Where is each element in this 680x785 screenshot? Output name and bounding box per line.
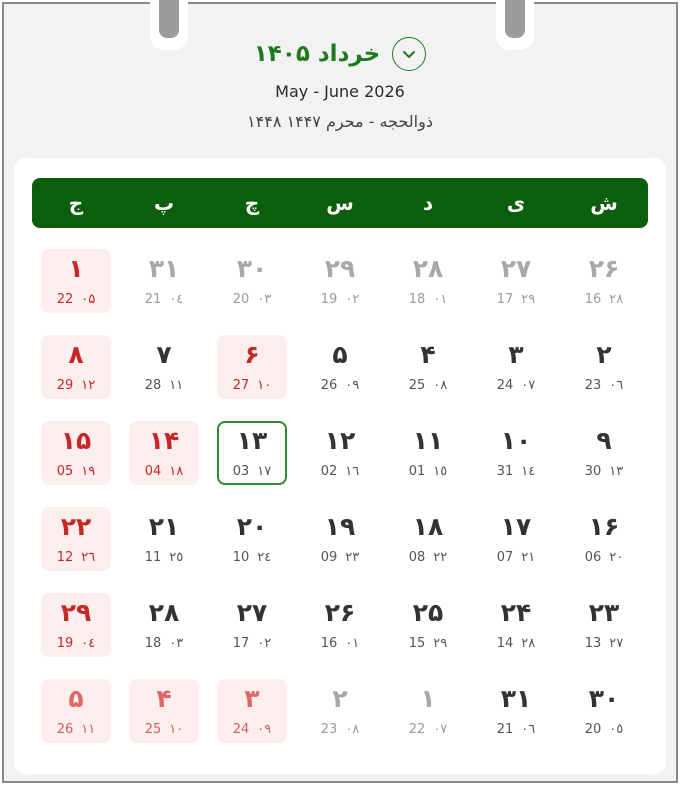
secondary-dates <box>560 550 648 565</box>
hijri-day: ۱۰ <box>257 378 272 393</box>
gregorian-day: 27 <box>232 378 250 393</box>
gregorian-day: 08 <box>408 550 426 565</box>
secondary-dates <box>32 464 120 479</box>
jalali-day-number: ۴ <box>156 684 172 713</box>
hijri-day: ۲۷ <box>609 636 624 651</box>
hijri-day: ۰۵ <box>81 292 96 307</box>
jalali-day-number: ۲۷ <box>500 254 532 283</box>
secondary-dates <box>472 292 560 307</box>
jalali-day-number: ۱۴ <box>148 426 180 455</box>
jalali-day-number: ۲۱ <box>148 512 180 541</box>
day-cell[interactable] <box>384 330 472 416</box>
week-row <box>32 244 648 330</box>
hijri-day: ۰۲ <box>257 636 272 651</box>
jalali-day-number: ۳۱ <box>500 684 532 713</box>
jalali-day-number: ۲ <box>332 684 348 713</box>
weekday-header <box>32 178 648 228</box>
hijri-day: ۰۹ <box>345 378 360 393</box>
day-cell-holiday[interactable] <box>32 502 120 588</box>
hijri-day: ۲۱ <box>521 550 536 565</box>
gregorian-day: 12 <box>56 550 74 565</box>
day-cell-today[interactable] <box>208 416 296 502</box>
hijri-day: ۰۱ <box>433 292 448 307</box>
hijri-day: ۰۱ <box>345 636 360 651</box>
secondary-dates <box>208 722 296 737</box>
month-picker-toggle[interactable] <box>392 37 426 71</box>
hijri-day: ۲٤ <box>257 550 272 565</box>
weekday-label: س <box>326 191 354 215</box>
secondary-dates <box>384 636 472 651</box>
jalali-day-number: ۴ <box>420 340 436 369</box>
hijri-day: ۱۸ <box>169 464 184 479</box>
secondary-dates <box>560 722 648 737</box>
jalali-day-number: ۳ <box>244 684 260 713</box>
day-cell[interactable] <box>120 588 208 674</box>
hijri-day: ۱۹ <box>81 464 96 479</box>
gregorian-day: 04 <box>144 464 162 479</box>
secondary-dates <box>120 464 208 479</box>
week-row <box>32 588 648 674</box>
jalali-day-number: ۳۱ <box>148 254 180 283</box>
hijri-day: ۰۳ <box>257 292 272 307</box>
hijri-day: ۱۳ <box>609 464 624 479</box>
day-cell[interactable] <box>560 416 648 502</box>
hijri-day: ۲۳ <box>345 550 360 565</box>
secondary-dates <box>32 722 120 737</box>
gregorian-day: 16 <box>584 292 602 307</box>
day-cell[interactable] <box>296 588 384 674</box>
gregorian-day: 22 <box>408 722 426 737</box>
day-grid <box>32 244 648 760</box>
jalali-day-number: ۲۲ <box>60 512 92 541</box>
gregorian-day: 01 <box>408 464 426 479</box>
gregorian-day: 23 <box>584 378 602 393</box>
hijri-day: ۰٦ <box>521 722 536 737</box>
secondary-dates <box>208 378 296 393</box>
day-cell[interactable] <box>384 416 472 502</box>
jalali-day-number: ۱۸ <box>412 512 444 541</box>
hijri-day: ۰۷ <box>433 722 448 737</box>
secondary-dates <box>120 722 208 737</box>
hijri-day: ۰۳ <box>169 636 184 651</box>
day-cell[interactable] <box>296 330 384 416</box>
hijri-day: ۲۸ <box>609 292 624 307</box>
gregorian-day: 16 <box>320 636 338 651</box>
weekday-label: ج <box>68 191 84 215</box>
secondary-dates <box>384 722 472 737</box>
day-cell[interactable] <box>208 588 296 674</box>
jalali-day-number: ۲۰ <box>236 512 268 541</box>
day-cell[interactable] <box>472 244 560 330</box>
weekday-label: پ <box>153 191 175 215</box>
day-cell[interactable] <box>472 416 560 502</box>
gregorian-day: 21 <box>144 292 162 307</box>
day-cell[interactable] <box>472 330 560 416</box>
hijri-day: ۱۷ <box>257 464 272 479</box>
jalali-day-number: ۱۷ <box>500 512 532 541</box>
day-cell-holiday[interactable] <box>208 330 296 416</box>
day-cell[interactable] <box>560 502 648 588</box>
gregorian-day: 30 <box>584 464 602 479</box>
jalali-day-number: ۳ <box>508 340 524 369</box>
hijri-range: ذوالحجه - محرم ۱۴۴۷ ۱۴۴۸ <box>247 112 433 131</box>
day-cell[interactable] <box>296 244 384 330</box>
week-row <box>32 330 648 416</box>
day-cell[interactable] <box>472 502 560 588</box>
day-cell-holiday[interactable] <box>120 674 208 760</box>
gregorian-day: 31 <box>496 464 514 479</box>
day-cell-holiday[interactable] <box>32 674 120 760</box>
gregorian-day: 17 <box>232 636 250 651</box>
jalali-day-number: ۲۸ <box>412 254 444 283</box>
secondary-dates <box>296 464 384 479</box>
day-cell[interactable] <box>120 244 208 330</box>
secondary-dates <box>296 722 384 737</box>
gregorian-day: 05 <box>56 464 74 479</box>
jalali-day-number: ۲۹ <box>324 254 356 283</box>
hijri-day: ۰٦ <box>609 378 624 393</box>
day-cell[interactable] <box>208 244 296 330</box>
hijri-day: ۲۹ <box>521 292 536 307</box>
hijri-day: ۱٤ <box>521 464 536 479</box>
secondary-dates <box>208 292 296 307</box>
day-cell-holiday[interactable] <box>32 330 120 416</box>
gregorian-day: 25 <box>408 378 426 393</box>
gregorian-day: 07 <box>496 550 514 565</box>
secondary-dates <box>560 292 648 307</box>
day-cell[interactable] <box>120 330 208 416</box>
hijri-day: ۲٥ <box>169 550 184 565</box>
gregorian-day: 18 <box>144 636 162 651</box>
secondary-dates <box>560 636 648 651</box>
gregorian-day: 03 <box>232 464 250 479</box>
gregorian-day: 24 <box>496 378 514 393</box>
week-row <box>32 416 648 502</box>
gregorian-day: 20 <box>584 722 602 737</box>
secondary-dates <box>296 378 384 393</box>
secondary-dates <box>296 292 384 307</box>
jalali-day-number: ۸ <box>68 340 84 369</box>
hijri-day: ۲۹ <box>433 636 448 651</box>
secondary-dates <box>384 550 472 565</box>
calendar-header <box>4 4 676 154</box>
gregorian-day: 18 <box>408 292 426 307</box>
secondary-dates <box>296 636 384 651</box>
day-cell[interactable] <box>296 502 384 588</box>
jalali-day-number: ۱ <box>68 254 84 283</box>
secondary-dates <box>472 722 560 737</box>
hijri-day: ۰۸ <box>345 722 360 737</box>
hijri-day: ۲۸ <box>521 636 536 651</box>
secondary-dates <box>384 464 472 479</box>
secondary-dates <box>32 378 120 393</box>
secondary-dates <box>208 636 296 651</box>
gregorian-day: 19 <box>320 292 338 307</box>
jalali-day-number: ۱۶ <box>588 512 620 541</box>
secondary-dates <box>32 636 120 651</box>
secondary-dates <box>208 464 296 479</box>
day-cell[interactable] <box>384 674 472 760</box>
gregorian-day: 13 <box>584 636 602 651</box>
gregorian-day: 15 <box>408 636 426 651</box>
jalali-day-number: ۶ <box>244 340 260 369</box>
day-cell[interactable] <box>384 244 472 330</box>
gregorian-day: 20 <box>232 292 250 307</box>
day-cell[interactable] <box>120 502 208 588</box>
gregorian-day: 17 <box>496 292 514 307</box>
jalali-day-number: ۱۰ <box>500 426 532 455</box>
day-cell[interactable] <box>560 244 648 330</box>
jalali-day-number: ۲ <box>596 340 612 369</box>
title-row <box>4 34 676 74</box>
hijri-day: ۰۸ <box>433 378 448 393</box>
gregorian-day: 10 <box>232 550 250 565</box>
jalali-day-number: ۲۸ <box>148 598 180 627</box>
calendar-card <box>14 158 666 774</box>
gregorian-day: 26 <box>56 722 74 737</box>
calendar-widget <box>2 2 678 783</box>
hijri-day: ۱۲ <box>81 378 96 393</box>
hijri-day: ۱۱ <box>169 378 184 393</box>
secondary-dates <box>120 550 208 565</box>
weekday-label: ش <box>590 191 618 215</box>
gregorian-day: 28 <box>144 378 162 393</box>
gregorian-day: 24 <box>232 722 250 737</box>
gregorian-day: 06 <box>584 550 602 565</box>
jalali-day-number: ۳۰ <box>236 254 268 283</box>
secondary-dates <box>120 378 208 393</box>
hijri-day: ۲۰ <box>609 550 624 565</box>
day-cell-holiday[interactable] <box>120 416 208 502</box>
hijri-day: ۰٤ <box>81 636 96 651</box>
hijri-day: ۰٥ <box>609 722 624 737</box>
day-cell-holiday[interactable] <box>32 588 120 674</box>
day-cell[interactable] <box>384 588 472 674</box>
day-cell[interactable] <box>560 588 648 674</box>
secondary-dates <box>472 636 560 651</box>
secondary-dates <box>32 550 120 565</box>
secondary-dates <box>296 550 384 565</box>
jalali-day-number: ۲۶ <box>588 254 620 283</box>
secondary-dates <box>208 550 296 565</box>
gregorian-day: 29 <box>56 378 74 393</box>
jalali-day-number: ۵ <box>332 340 348 369</box>
jalali-day-number: ۵ <box>68 684 84 713</box>
secondary-dates <box>560 464 648 479</box>
hijri-day: ۱٦ <box>345 464 360 479</box>
gregorian-day: 11 <box>144 550 162 565</box>
hijri-day: ۲۲ <box>433 550 448 565</box>
weekday-label: چ <box>244 191 260 215</box>
jalali-day-number: ۷ <box>156 340 172 369</box>
day-cell[interactable] <box>560 330 648 416</box>
day-cell[interactable] <box>208 502 296 588</box>
hijri-day: ۰۲ <box>345 292 360 307</box>
week-row <box>32 674 648 760</box>
day-cell[interactable] <box>384 502 472 588</box>
secondary-dates <box>120 636 208 651</box>
day-cell-holiday[interactable] <box>208 674 296 760</box>
jalali-day-number: ۱ <box>420 684 436 713</box>
gregorian-day: 23 <box>320 722 338 737</box>
jalali-day-number: ۱۳ <box>236 426 268 455</box>
chevron-down-icon <box>401 46 417 62</box>
jalali-day-number: ۹ <box>596 426 612 455</box>
weekday-label: ی <box>506 191 526 215</box>
hijri-day: ۱٥ <box>433 464 448 479</box>
jalali-day-number: ۱۵ <box>60 426 92 455</box>
day-cell-holiday[interactable] <box>32 244 120 330</box>
secondary-dates <box>472 378 560 393</box>
secondary-dates <box>384 378 472 393</box>
jalali-day-number: ۲۹ <box>60 598 92 627</box>
secondary-dates <box>32 292 120 307</box>
jalali-day-number: ۲۶ <box>324 598 356 627</box>
day-cell[interactable] <box>296 416 384 502</box>
week-row <box>32 502 648 588</box>
day-cell[interactable] <box>472 674 560 760</box>
gregorian-day: 25 <box>144 722 162 737</box>
hijri-day: ۰۷ <box>521 378 536 393</box>
hijri-day: ۲٦ <box>81 550 96 565</box>
day-cell[interactable] <box>296 674 384 760</box>
hijri-day: ۰٤ <box>169 292 184 307</box>
gregorian-day: 09 <box>320 550 338 565</box>
gregorian-range: May - June 2026 <box>275 82 405 101</box>
jalali-day-number: ۱۱ <box>412 426 444 455</box>
hijri-day: ۰۹ <box>257 722 272 737</box>
hijri-day: ۱۰ <box>169 722 184 737</box>
secondary-dates <box>472 464 560 479</box>
jalali-day-number: ۲۵ <box>412 598 444 627</box>
weekday-label: د <box>422 191 434 215</box>
gregorian-day: 22 <box>56 292 74 307</box>
gregorian-day: 21 <box>496 722 514 737</box>
day-cell-holiday[interactable] <box>32 416 120 502</box>
secondary-dates <box>120 292 208 307</box>
secondary-dates <box>384 292 472 307</box>
jalali-day-number: ۲۳ <box>588 598 620 627</box>
hijri-day: ۱۱ <box>81 722 96 737</box>
jalali-day-number: ۲۷ <box>236 598 268 627</box>
jalali-day-number: ۱۹ <box>324 512 356 541</box>
secondary-dates <box>560 378 648 393</box>
jalali-day-number: ۱۲ <box>324 426 356 455</box>
jalali-day-number: ۲۴ <box>500 598 532 627</box>
month-title[interactable]: خرداد ۱۴۰۵ <box>253 41 381 67</box>
gregorian-day: 19 <box>56 636 74 651</box>
jalali-day-number: ۳۰ <box>588 684 620 713</box>
gregorian-day: 14 <box>496 636 514 651</box>
gregorian-day: 02 <box>320 464 338 479</box>
day-cell[interactable] <box>560 674 648 760</box>
gregorian-day: 26 <box>320 378 338 393</box>
day-cell[interactable] <box>472 588 560 674</box>
secondary-dates <box>472 550 560 565</box>
